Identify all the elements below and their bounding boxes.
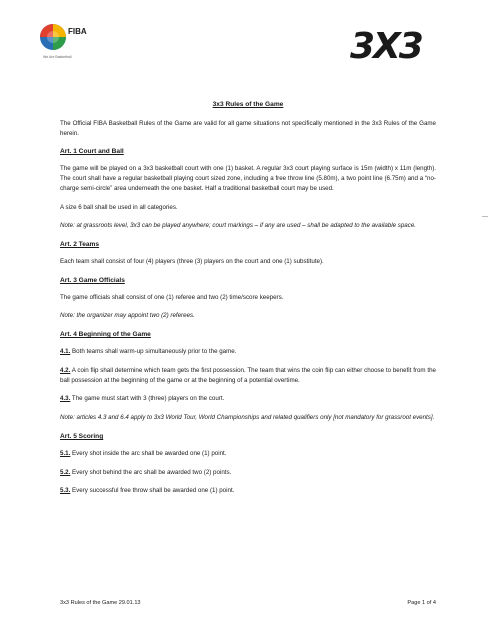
art1-ball-paragraph: A size 6 ball shall be used in all categories. — [60, 203, 178, 211]
art4-item-2-number: 4.2. — [60, 366, 71, 374]
art5-item-2-text: Every shot behind the arc shall be awarded two (2) points. — [70, 468, 232, 476]
margin-mark — [482, 216, 488, 217]
art5-item-2 — [60, 468, 436, 478]
document-title: 3x3 Rules of the Game — [212, 101, 284, 108]
art5-item-3 — [60, 486, 436, 496]
brand-3x3-text: 3X3 — [350, 26, 422, 64]
art3-heading: Art. 3 Game Officials — [60, 276, 125, 284]
art5-item-1 — [60, 449, 436, 459]
art3-paragraph: The game officials shall consist of one (1) referee and two (2) time/score keepers. — [60, 293, 284, 301]
art5-item-3-text: Every successful free throw shall be awarded one (1) point. — [70, 487, 235, 495]
art4-heading: Art. 4 Beginning of the Game — [60, 331, 151, 339]
art5-item-2-number: 5.2. — [60, 468, 71, 476]
footer-document-name: 3x3 Rules of the Game 29.01.13 — [60, 600, 141, 606]
art4-item-2-text: A coin flip shall determine which team gets the first possession. The team that wins the coin flip can either choose to benefit from the ball possession at the beginning of the game or at the beginning of a potential overtime. — [60, 366, 436, 384]
art4-item-3 — [60, 394, 436, 404]
art1-note: Note: at grassroots level, 3x3 can be played anywhere; court markings – if any are used – shall be adapted to the available space. — [60, 222, 416, 230]
art2-heading: Art. 2 Teams — [60, 241, 100, 249]
art4-item-1-number: 4.1. — [60, 347, 71, 355]
art5-item-1-text: Every shot inside the arc shall be awarded one (1) point. — [70, 449, 227, 457]
art2-paragraph: Each team shall consist of four (4) players (three (3) players on the court and one (1) substitute). — [60, 257, 324, 265]
art4-item-3-text: The game must start with 3 (three) players on the court. — [70, 395, 225, 403]
document-header — [0, 0, 495, 80]
art1-heading: Art. 1 Court and Ball — [60, 148, 124, 156]
art5-item-3-number: 5.3. — [60, 487, 71, 495]
fiba-wordmark: FIBA — [68, 27, 87, 36]
footer-page-number: Page 1 of 4 — [407, 600, 436, 606]
art4-item-3-number: 4.3. — [60, 395, 71, 403]
art4-item-2 — [60, 366, 436, 386]
art4-item-1-text: Both teams shall warm-up simultaneously prior to the game. — [70, 347, 237, 355]
document-body — [60, 100, 436, 505]
fiba-tagline: We Are Basketball — [43, 55, 72, 59]
intro-paragraph: The Official FIBA Basketball Rules of the Game are valid for all game situations not specifically mentioned in the 3x3 Rules of the Game herein. — [60, 119, 436, 137]
art5-heading: Art. 5 Scoring — [60, 432, 104, 440]
art4-item-1 — [60, 347, 436, 357]
art4-note: Note: articles 4.3 and 6.4 apply to 3x3 World Tour, World Championships and related qualifiers only [not mandatory for grassroot events]. — [60, 414, 435, 422]
brand-3x3-logo — [348, 24, 456, 64]
fiba-logo — [38, 20, 98, 64]
art5-item-1-number: 5.1. — [60, 449, 71, 457]
art1-paragraph: The game will be played on a 3x3 basketball court with one (1) basket. A regular 3x3 court playing surface is 15m (width) x 11m (length). The court shall have a regular basketball playing court sized zone, including a free throw line (5.80m), a two point line (6.75m) and a “no-charge semi-circle” area underneath the one basket. Half a traditional basketball court may be used. — [60, 165, 436, 192]
art3-note: Note: the organizer may appoint two (2) referees. — [60, 312, 195, 320]
